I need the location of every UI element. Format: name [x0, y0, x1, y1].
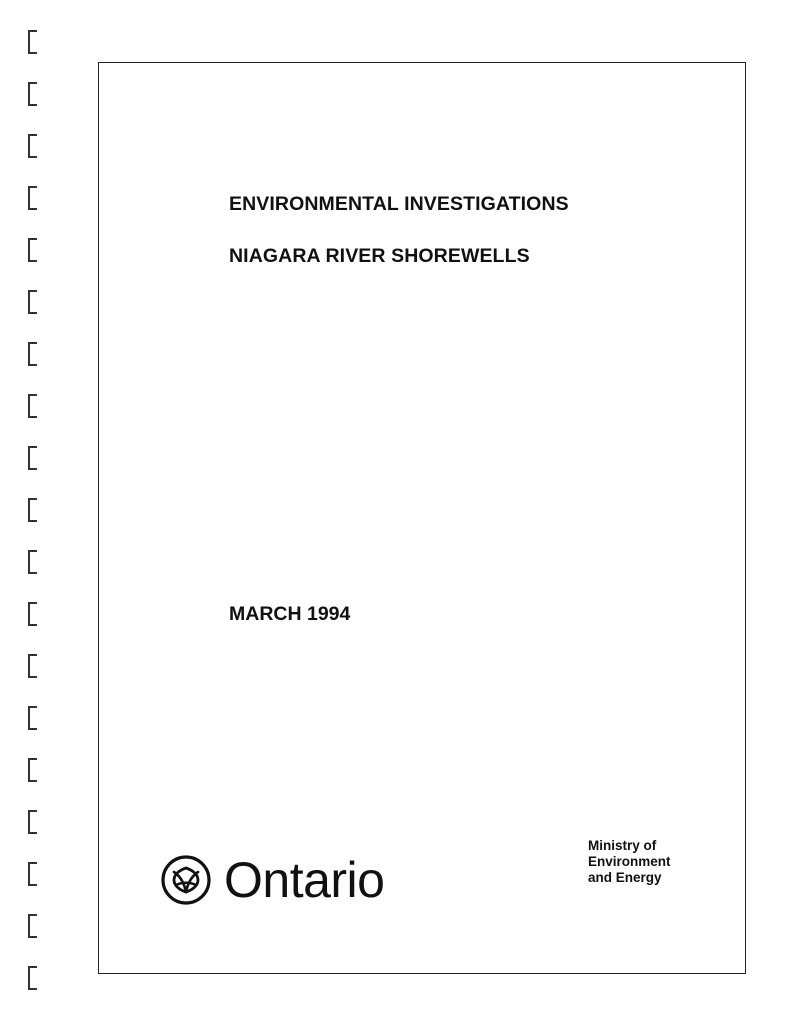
binding-ring: [28, 550, 37, 574]
binding-ring: [28, 862, 37, 886]
report-date: MARCH 1994: [229, 603, 351, 625]
binding-ring: [28, 394, 37, 418]
binding-ring: [28, 238, 37, 262]
binding-ring: [28, 914, 37, 938]
report-title-line-1: ENVIRONMENTAL INVESTIGATIONS: [229, 193, 569, 215]
binding-ring: [28, 82, 37, 106]
binding-ring: [28, 290, 37, 314]
binding-ring: [28, 706, 37, 730]
ministry-line-3: and Energy: [588, 870, 662, 885]
ministry-line-2: Environment: [588, 854, 671, 869]
binding-ring: [28, 498, 37, 522]
binding-ring: [28, 186, 37, 210]
binding-ring: [28, 30, 37, 54]
binding-ring: [28, 602, 37, 626]
binding-ring: [28, 810, 37, 834]
ontario-logo: [160, 845, 384, 915]
binding-ring: [28, 966, 37, 990]
binding-ring: [28, 134, 37, 158]
trillium-logo-icon: [160, 854, 212, 906]
binding-ring: [28, 446, 37, 470]
report-title-line-2: NIAGARA RIVER SHOREWELLS: [229, 245, 530, 267]
ministry-name: [588, 838, 671, 886]
ministry-line-1: Ministry of: [588, 838, 657, 853]
binding-ring: [28, 758, 37, 782]
binding-rings: [28, 30, 44, 990]
binding-ring: [28, 342, 37, 366]
binding-ring: [28, 654, 37, 678]
ontario-wordmark: Ontario: [224, 852, 385, 908]
